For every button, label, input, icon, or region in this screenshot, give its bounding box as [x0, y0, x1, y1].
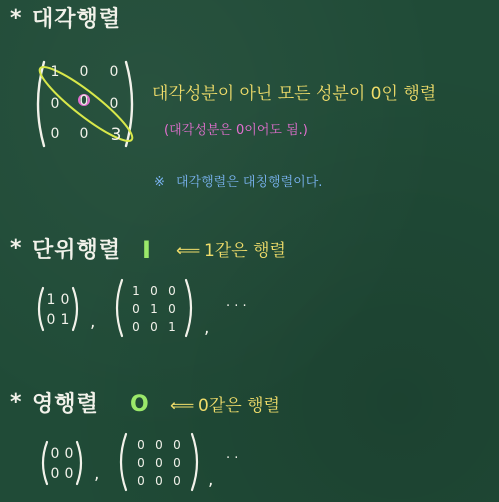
zero3-cell-2-1: 0 [155, 474, 163, 488]
zero-heading: 영행렬 [32, 392, 99, 417]
diag-cell-2-2: 3 [110, 125, 122, 145]
diagonal-definition: 대각성분이 아닌 모든 성분이 0인 행렬 [152, 84, 437, 104]
zero-comma: , [94, 464, 100, 484]
zero-comma-2: , [208, 470, 214, 490]
diag-cell-1-1: 0 [79, 93, 89, 109]
id3-cell-1-2: 0 [168, 302, 176, 316]
zero2-cell-1-0: 0 [50, 466, 60, 482]
zero3-cell-0-0: 0 [137, 438, 145, 452]
diag-cell-2-1: 0 [79, 126, 89, 142]
zero3-cell-2-0: 0 [137, 474, 145, 488]
zero-symbol: O [130, 392, 150, 417]
identity-matrix-3x3 [110, 276, 200, 340]
identity-star-bullet: * [10, 236, 23, 261]
diagonal-matrix [30, 58, 140, 150]
diag-cell-1-0: 0 [50, 96, 60, 112]
id3-cell-0-1: 0 [150, 284, 158, 298]
zero-ellipsis: · · [226, 451, 239, 466]
zero3-cell-0-2: 0 [173, 438, 181, 452]
id3-cell-1-0: 0 [132, 302, 140, 316]
zero-matrix-2x2 [38, 438, 86, 488]
diagonal-note-paren: (대각성분은 0이어도 됨.) [164, 123, 308, 138]
zero3-cell-2-2: 0 [173, 474, 181, 488]
id3-cell-2-0: 0 [132, 320, 140, 334]
id3-cell-1-1: 1 [150, 302, 158, 316]
identity-comma-2: , [204, 318, 210, 338]
zero3-cell-1-1: 0 [155, 456, 163, 470]
diagonal-heading: 대각행렬 [32, 7, 122, 32]
diag-cell-0-2: 0 [109, 64, 119, 80]
zero-matrix-3x3 [114, 430, 206, 494]
id3-cell-2-2: 1 [168, 320, 176, 334]
diag-cell-2-0: 0 [50, 126, 60, 142]
diagonal-note-star: ※ [154, 175, 165, 190]
identity-heading: 단위행렬 [32, 238, 122, 263]
zero3-cell-1-0: 0 [137, 456, 145, 470]
id3-cell-0-2: 0 [168, 284, 176, 298]
identity-ellipsis: · · · [226, 299, 247, 314]
diagonal-note-symmetric: 대각행렬은 대칭행렬이다. [176, 175, 323, 190]
zero3-cell-1-2: 0 [173, 456, 181, 470]
identity-description: 1같은 행렬 [204, 241, 286, 261]
zero2-cell-0-0: 0 [50, 446, 60, 462]
zero3-cell-0-1: 0 [155, 438, 163, 452]
id2-cell-1-1: 1 [60, 312, 70, 328]
identity-matrix-2x2 [34, 284, 82, 334]
zero-arrow: ⟸ [170, 396, 195, 416]
diag-cell-0-1: 0 [79, 64, 89, 80]
id2-cell-0-0: 1 [46, 292, 56, 308]
identity-arrow: ⟸ [176, 241, 201, 261]
id3-cell-0-0: 1 [132, 284, 140, 298]
identity-symbol: I [142, 236, 152, 264]
diag-cell-0-0: 1 [50, 64, 60, 80]
diagonal-star-bullet: * [10, 6, 23, 31]
id2-cell-0-1: 0 [60, 292, 70, 308]
id3-cell-2-1: 0 [150, 320, 158, 334]
zero2-cell-1-1: 0 [64, 466, 74, 482]
zero2-cell-0-1: 0 [64, 446, 74, 462]
identity-comma: , [90, 312, 96, 332]
zero-description: 0같은 행렬 [198, 396, 280, 416]
zero-star-bullet: * [10, 390, 23, 415]
id2-cell-1-0: 0 [46, 312, 56, 328]
diag-cell-1-2: 0 [109, 96, 119, 112]
